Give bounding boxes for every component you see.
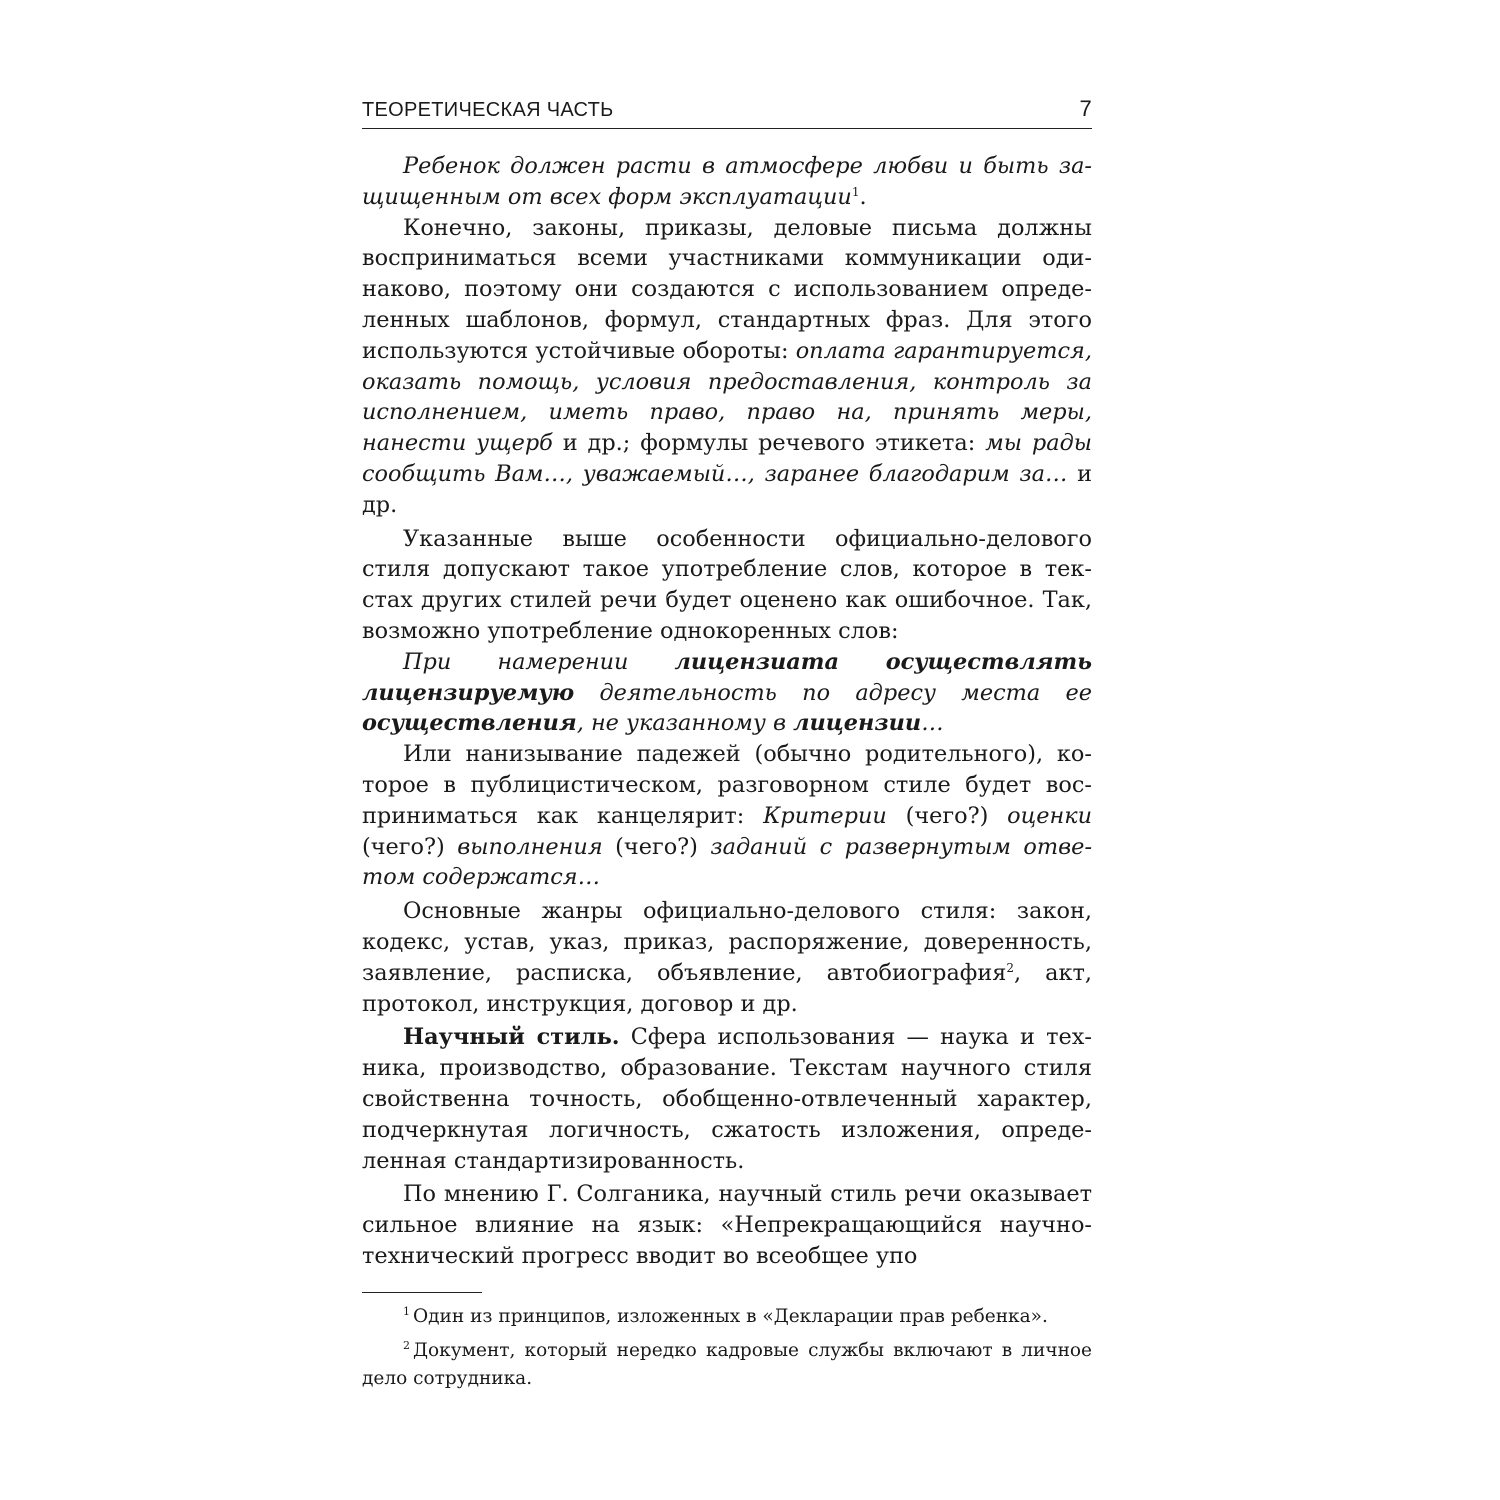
section-title: ТЕОРЕТИЧЕСКАЯ ЧАСТЬ [362, 99, 614, 121]
paragraph [362, 213, 1092, 521]
text-run: лицензиата осуществлять лицензируемую [362, 648, 1092, 706]
running-header [362, 96, 1092, 129]
text-run: оценки [1007, 802, 1092, 829]
paragraph [362, 151, 1092, 213]
paragraph [362, 647, 1092, 739]
text-run: Ребенок должен расти в атмосфере любви и быть защищенным от всех форм эксплуатации [362, 153, 1092, 210]
text-run: Основные жанры официально-делового стиля: закон, кодекс, устав, указ, приказ, распоряжение, доверенность, заявление, расписка, объявление, автобиография [362, 898, 1092, 986]
footnote-ref: 1 [851, 184, 860, 199]
text-run: оплата гарантируется, оказать помощь, условия предоставления, контроль за исполнением, иметь право, право на, принять меры, нанести ущерб [362, 337, 1092, 457]
text-run: (чего?) [886, 802, 1008, 829]
text-run: Конечно, законы, приказы, деловые письма должны восприниматься всеми участниками коммуникации одинаково, поэтому они создаются с использованием определенных шаблонов, формул, стандартных фраз. Для этого используются устойчивые обороты: [362, 214, 1092, 364]
footnote-text: Один из принципов, изложенных в «Декларации прав ребенка». [413, 1305, 1048, 1327]
text-run: осуществления [362, 710, 577, 737]
footnote-mark: 1 [403, 1304, 410, 1318]
footnote-text: Документ, который нередко кадровые службы включают в личное дело сотрудника. [362, 1339, 1092, 1389]
text-run: и др. [362, 460, 1093, 518]
footnote [362, 1303, 1092, 1331]
page-number: 7 [1079, 96, 1092, 121]
paragraph [362, 1022, 1092, 1176]
text-run: По мнению Г. Солганика, научный стиль речи оказывает сильное влияние на язык: «Непрекращающийся научно-технический прогресс вводит во всеобщее упо [362, 1181, 1092, 1269]
footnotes [362, 1303, 1092, 1393]
text-run: и др.; формулы речевого этикета: [552, 430, 986, 457]
paragraph [362, 524, 1092, 647]
body-text [362, 151, 1092, 1272]
paragraph [362, 739, 1092, 893]
text-run: Указанные выше особенности официально-делового стиля допускают такое употребление слов, которое в текстах других стилей речи будет оценено как ошибочное. Так, возможно употребление однокоренных слов: [362, 525, 1092, 644]
paragraph [362, 1179, 1092, 1271]
text-run: выполнения [457, 833, 603, 860]
text-run: (чего?) [362, 833, 458, 860]
text-run: лицензии [793, 710, 922, 737]
text-run: (чего?) [602, 833, 711, 860]
text-run: заданий с развернутым ответом содержатся… [362, 833, 1093, 891]
footnote [362, 1337, 1092, 1393]
text-run: . [859, 183, 867, 210]
text-run: Или нанизывание падежей (обычно родительного), которое в публицистическом, разговорном стиле будет восприниматься как канцелярит: [362, 741, 1092, 829]
text-run: мы рады сообщить Вам…, уважаемый…, заранее благодарим за… [362, 430, 1093, 487]
text-run: Научный стиль. [403, 1024, 620, 1051]
text-run: При намерении [403, 648, 675, 675]
text-run: деятельность по адресу места ее [574, 679, 1092, 706]
text-run: Сфера использования — наука и техника, производство, образование. Текстам научного стиля свойственна точность, обобщенно-отвлеченный характер, подчеркнутая логичность, сжатость изложения, определенная стандартизированность. [362, 1024, 1092, 1174]
footnote-mark: 2 [403, 1338, 410, 1352]
footnote-ref: 2 [1006, 960, 1015, 975]
text-run: , не указанному в [576, 710, 794, 737]
footnote-separator [362, 1292, 482, 1293]
text-run: Критерии [763, 802, 887, 829]
text-run: , акт, протокол, инструкция, договор и др. [362, 959, 1092, 1017]
paragraph [362, 896, 1092, 1019]
text-run: … [921, 710, 944, 737]
book-page [362, 96, 1092, 1399]
